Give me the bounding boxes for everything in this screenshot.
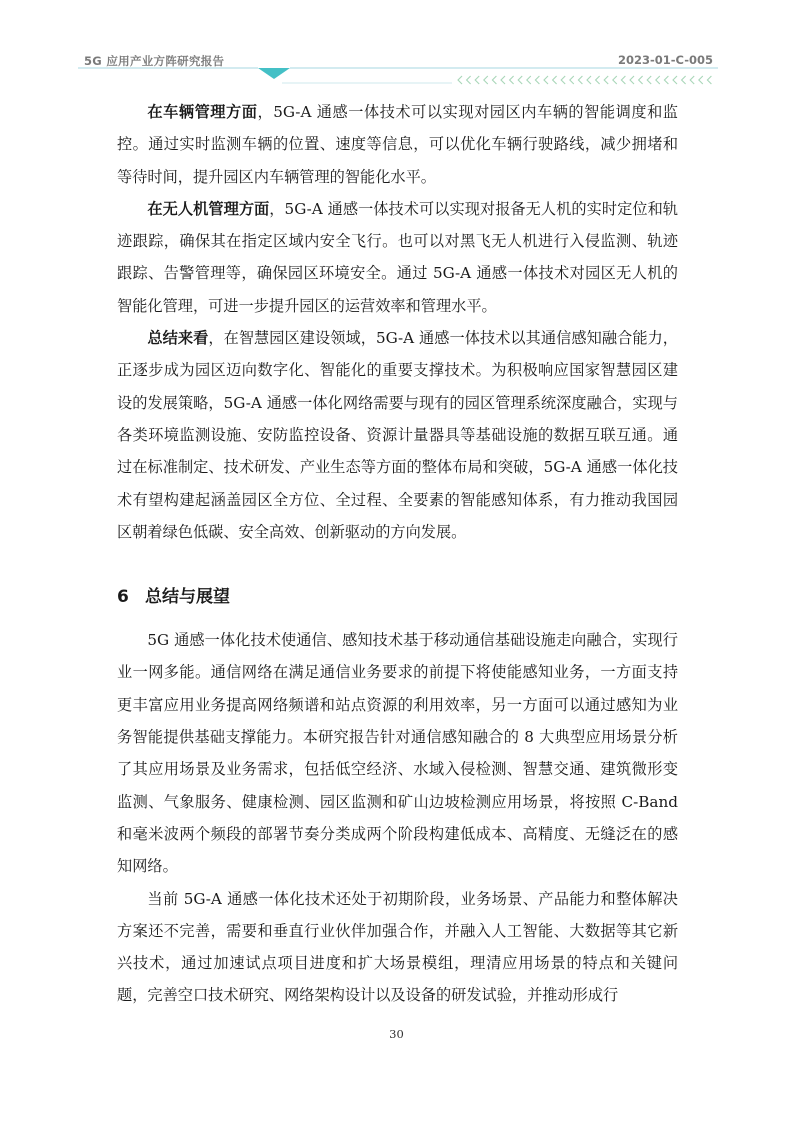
chevron-icon <box>518 76 522 84</box>
chevron-icon <box>699 76 703 84</box>
header-decoration <box>0 62 793 92</box>
paragraph-summary <box>117 322 678 548</box>
paragraph-outlook-1: 5G 通感一体化技术使通信、感知技术基于移动通信基础设施走向融合，实现行业一网多能。通信网络在满足通信业务要求的前提下将使能感知业务，一方面支持更丰富应用业务提高网络频谱和站点资源的利用效率，另一方面可以通过感知为业务智能提供基础支撑能力。本研究报告针对通信感知融合的 8 大典型应用场景分析了其应用场景及业务需求，包括低空经济、水域入侵检测、智慧交通、建筑微形变监测、气象服务、健康检测、园区监测和矿山边坡检测应用场景，将按照 C-Band 和毫米波两个频段的部署节奏分类成两个阶段构建低成本、高精度、无缝泛在的感知网络。 <box>117 631 678 876</box>
chevron-icon <box>484 76 488 84</box>
header-accent-triangle <box>258 68 290 79</box>
chevron-icon <box>535 76 539 84</box>
chevron-icon <box>656 76 660 84</box>
paragraph-lead: 总结来看 <box>147 329 209 348</box>
paragraph-lead: 在车辆管理方面 <box>147 103 258 121</box>
chevron-icon <box>690 76 694 84</box>
chevron-icon <box>561 76 565 84</box>
chevron-icon <box>613 76 617 84</box>
chevron-icon <box>707 76 711 84</box>
paragraph-drone-management <box>117 193 678 322</box>
chevron-icon <box>492 76 496 84</box>
chevron-icon <box>639 76 643 84</box>
header-chevron-pattern <box>458 76 711 84</box>
paragraph-lead: 在无人机管理方面 <box>147 199 270 218</box>
paragraph-outlook-2: 当前 5G-A 通感一体化技术还处于初期阶段，业务场景、产品能力和整体解决方案还不完善，需要和垂直行业伙伴加强合作，并融入人工智能、大数据等其它新兴技术，通过加速试点项目进度和扩大场景模组，理清应用场景的特点和关键问题，完善空口技术研究、网络架构设计以及设备的研发试验，并推动形成行 <box>117 889 678 1005</box>
chevron-icon <box>578 76 582 84</box>
header-report-title: 5G 应用产业方阵研究报告 <box>84 54 225 68</box>
chevron-icon <box>630 76 634 84</box>
paragraph-text: ，5G-A 通感一体技术可以实现对园区内车辆的智能调度和监控。通过实时监测车辆的位置、速度等信息，可以优化车辆行驶路线，减少拥堵和等待时间，提升园区内车辆管理的智能化水平。 <box>117 103 678 186</box>
page-number: 30 <box>389 1027 404 1041</box>
chevron-icon <box>596 76 600 84</box>
chevron-icon <box>664 76 668 84</box>
header-document-id: 2023-01-C-005 <box>617 53 713 67</box>
chevron-icon <box>647 76 651 84</box>
chevron-icon <box>501 76 505 84</box>
chevron-icon <box>570 76 574 84</box>
page-content <box>117 96 678 1012</box>
chevron-icon <box>553 76 557 84</box>
chevron-icon <box>587 76 591 84</box>
chevron-icon <box>475 76 479 84</box>
paragraph-text: ，5G-A 通感一体技术可以实现对报备无人机的实时定位和轨迹跟踪，确保其在指定区域内安全飞行。也可以对黑飞无人机进行入侵监测、轨迹跟踪、告警管理等，确保园区环境安全。通过 5G-A 通感一体技术对园区无人机的智能化管理，可进一步提升园区的运营效率和管理水平。 <box>117 199 678 315</box>
chevron-icon <box>604 76 608 84</box>
chevron-icon <box>458 76 462 84</box>
section-heading <box>117 584 678 610</box>
chevron-icon <box>621 76 625 84</box>
section-number: 6 <box>117 587 129 608</box>
paragraph-text: ，在智慧园区建设领域，5G-A 通感一体技术以其通信感知融合能力，正逐步成为园区迈向数字化、智能化的重要支撑技术。为积极响应国家智慧园区建设的发展策略，5G-A 通感一体化网络需要与现有的园区管理系统深度融合，实现与各类环境监测设施、安防监控设备、资源计量器具等基础设施的数据互联互通。通过在标准制定、技术研发、产业生态等方面的整体布局和突破，5G-A 通感一体化技术有望构建起涵盖园区全方位、全过程、全要素的智能感知体系，有力推动我国园区朝着绿色低碳、安全高效、创新驱动的方向发展。 <box>117 329 678 541</box>
chevron-icon <box>544 76 548 84</box>
chevron-icon <box>510 76 514 84</box>
section-title: 总结与展望 <box>145 587 230 608</box>
paragraph-vehicle-management <box>117 96 678 193</box>
chevron-icon <box>527 76 531 84</box>
chevron-icon <box>673 76 677 84</box>
chevron-icon <box>467 76 471 84</box>
chevron-icon <box>682 76 686 84</box>
